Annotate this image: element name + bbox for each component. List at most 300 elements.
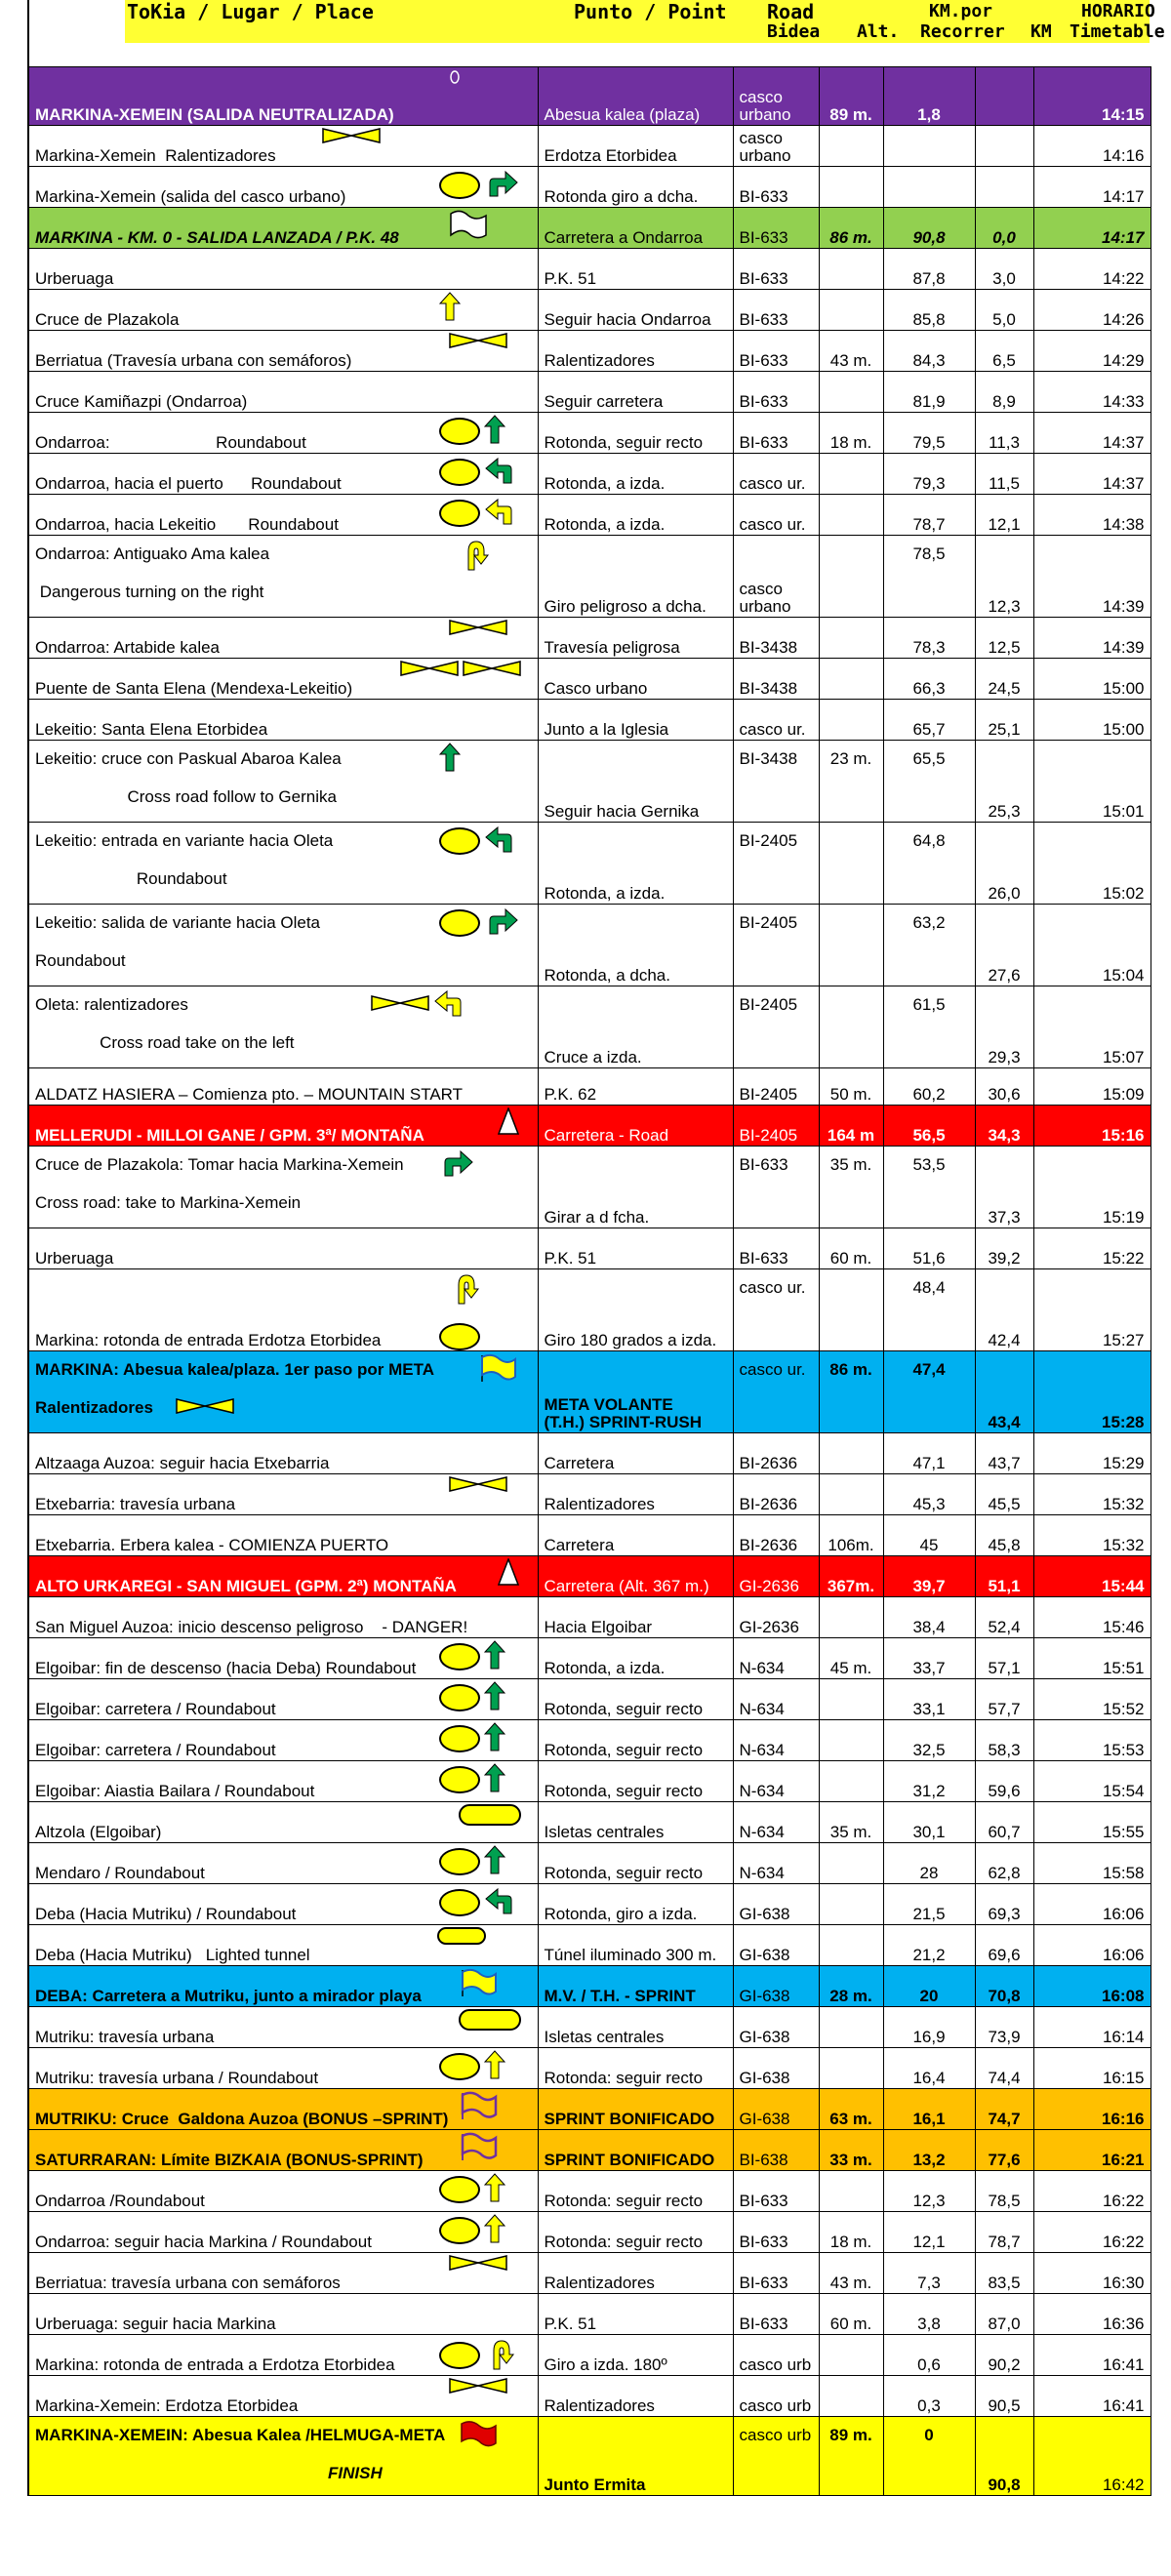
row-icons <box>449 210 488 244</box>
route-row <box>28 249 1151 290</box>
point-text: Travesía peligrosa <box>544 638 680 658</box>
place-cell <box>28 1679 538 1720</box>
place-cell <box>28 2048 538 2089</box>
point-cell <box>538 372 733 413</box>
road-text: BI-633 <box>739 2314 788 2334</box>
road-cell <box>733 2417 819 2496</box>
col-alt-header: Alt. <box>857 21 900 42</box>
point-text: Junto a la Iglesia <box>544 720 669 740</box>
km-cell <box>975 2376 1033 2417</box>
point-cell <box>538 1720 733 1761</box>
place-text: Markina-Xemein Ralentizadores <box>35 146 276 166</box>
remaining-km-cell <box>883 2417 975 2496</box>
route-row <box>28 208 1151 249</box>
place-cell <box>28 495 538 536</box>
road-text: BI-633 <box>739 1155 788 1174</box>
altitude-cell <box>819 2335 883 2376</box>
row-icons <box>371 988 466 1023</box>
km-value: 69,6 <box>988 1946 1021 1965</box>
km-value: 11,5 <box>989 474 1020 494</box>
time-value: 14:17 <box>1102 228 1145 248</box>
place-cell <box>28 1106 538 1147</box>
altitude-value: 106m. <box>828 1536 874 1555</box>
place-text: Deba (Hacia Mutriku) / Roundabout <box>35 1905 297 1924</box>
point-cell <box>538 2130 733 2171</box>
place-cell <box>28 413 538 454</box>
remaining-km-value: 39,7 <box>912 1577 946 1596</box>
km-value: 43,4 <box>988 1413 1021 1432</box>
route-row <box>28 1228 1151 1269</box>
remaining-km-value: 12,1 <box>912 2233 946 2252</box>
km-cell <box>975 1679 1033 1720</box>
road-cell <box>733 1679 819 1720</box>
place-cell <box>28 249 538 290</box>
time-value: 15:07 <box>1102 1048 1145 1067</box>
roundabout-icon <box>439 1848 480 1875</box>
km-value: 90,5 <box>988 2396 1021 2416</box>
time-value: 14:29 <box>1102 351 1145 371</box>
point-cell <box>538 986 733 1068</box>
remaining-km-value: 1,8 <box>917 105 941 125</box>
km-cell <box>975 1966 1033 2007</box>
time-cell <box>1033 1474 1151 1515</box>
remaining-km-value: 16,4 <box>912 2069 946 2088</box>
remaining-km-value: 0,3 <box>917 2396 941 2416</box>
point-text: Seguir carretera <box>544 392 664 412</box>
place-text: Ondarroa: Artabide kalea <box>35 638 221 658</box>
row-icons <box>322 128 381 148</box>
altitude-cell <box>819 331 883 372</box>
time-cell <box>1033 2048 1151 2089</box>
road-cell <box>733 372 819 413</box>
km-value: 78,7 <box>988 2233 1021 2252</box>
place-text: Etxebarria. Erbera kalea - COMIENZA PUERTO <box>35 1536 389 1555</box>
road-cell <box>733 2048 819 2089</box>
km-value: 26,0 <box>988 884 1021 904</box>
point-text: Rotonda: seguir recto <box>544 2192 704 2211</box>
place-text: Urberuaga: seguir hacia Markina <box>35 2314 276 2334</box>
road-text: BI-3438 <box>739 679 798 699</box>
time-cell <box>1033 536 1151 618</box>
altitude-cell <box>819 67 883 126</box>
straight-arrow-icon <box>484 1722 505 1756</box>
remaining-km-value: 84,3 <box>912 351 946 371</box>
altitude-cell <box>819 741 883 823</box>
road-cell <box>733 331 819 372</box>
straight-arrow-icon <box>484 2214 505 2248</box>
altitude-value: 45 m. <box>829 1659 872 1678</box>
place-subtext: Cross road follow to Gernika <box>35 786 337 806</box>
row-icons <box>400 661 521 681</box>
time-value: 16:41 <box>1102 2355 1145 2375</box>
time-value: 15:55 <box>1102 1823 1145 1842</box>
km-cell <box>975 2089 1033 2130</box>
route-sheet <box>27 0 1165 2576</box>
point-cell <box>538 1068 733 1106</box>
place-cell <box>28 372 538 413</box>
point-cell <box>538 823 733 905</box>
road-cell <box>733 2130 819 2171</box>
road-cell <box>733 1515 819 1556</box>
time-cell <box>1033 2417 1151 2496</box>
route-row <box>28 700 1151 741</box>
point-cell <box>538 1925 733 1966</box>
road-cell <box>733 1966 819 2007</box>
point-text: Isletas centrales <box>544 2028 665 2047</box>
road-text: BI-2405 <box>739 913 798 932</box>
point-cell <box>538 249 733 290</box>
straight-arrow-icon <box>484 2173 505 2207</box>
time-value: 14:37 <box>1102 474 1145 494</box>
time-value: 16:36 <box>1102 2314 1145 2334</box>
place-cell <box>28 618 538 659</box>
altitude-value: 28 m. <box>829 1987 872 2006</box>
route-row <box>28 1966 1151 2007</box>
road-text: BI-633 <box>739 433 788 453</box>
turn-left-arrow-icon <box>484 497 517 531</box>
km-value: 12,5 <box>988 638 1021 658</box>
time-cell <box>1033 618 1151 659</box>
time-cell <box>1033 905 1151 986</box>
road-cell <box>733 1884 819 1925</box>
row-icons <box>498 1107 519 1140</box>
altitude-value: 86 m. <box>829 1360 872 1379</box>
altitude-cell <box>819 1802 883 1843</box>
road-text: BI-633 <box>739 351 788 371</box>
altitude-cell <box>819 249 883 290</box>
point-cell <box>538 495 733 536</box>
time-value: 14:26 <box>1102 310 1145 330</box>
point-cell <box>538 1679 733 1720</box>
remaining-km-value: 16,1 <box>912 2110 946 2129</box>
place-cell <box>28 1597 538 1638</box>
remaining-km-value: 30,1 <box>912 1823 946 1842</box>
place-text: MARKINA-XEMEIN (SALIDA NEUTRALIZADA) <box>35 105 394 125</box>
km-value: 90,8 <box>988 2475 1021 2495</box>
road-text: BI-633 <box>739 2274 788 2293</box>
altitude-cell <box>819 1433 883 1474</box>
km-cell <box>975 618 1033 659</box>
point-cell <box>538 331 733 372</box>
road-cell <box>733 1720 819 1761</box>
km-cell <box>975 2294 1033 2335</box>
point-cell <box>538 1228 733 1269</box>
time-cell <box>1033 1884 1151 1925</box>
route-row <box>28 1351 1151 1433</box>
time-cell <box>1033 1638 1151 1679</box>
km-value: 37,3 <box>988 1208 1021 1228</box>
place-text: Ondarroa, hacia Lekeitio Roundabout <box>35 515 339 535</box>
remaining-km-value: 78,3 <box>912 638 946 658</box>
time-cell <box>1033 372 1151 413</box>
time-cell <box>1033 741 1151 823</box>
roundabout-icon <box>439 2176 480 2203</box>
point-cell <box>538 1474 733 1515</box>
point-cell <box>538 1269 733 1351</box>
route-row <box>28 1720 1151 1761</box>
place-cell <box>28 2171 538 2212</box>
altitude-cell <box>819 290 883 331</box>
point-cell <box>538 2171 733 2212</box>
km-value: 70,8 <box>988 1987 1021 2006</box>
point-text: Abesua kalea (plaza) <box>544 105 701 125</box>
route-row <box>28 2171 1151 2212</box>
km-cell <box>975 2048 1033 2089</box>
route-row <box>28 2253 1151 2294</box>
row-icons <box>459 538 490 576</box>
point-cell <box>538 2335 733 2376</box>
point-cell <box>538 659 733 700</box>
altitude-cell <box>819 1228 883 1269</box>
altitude-cell <box>819 1556 883 1597</box>
km-cell <box>975 1433 1033 1474</box>
road-cell <box>733 1638 819 1679</box>
altitude-cell <box>819 536 883 618</box>
remaining-km-cell <box>883 1556 975 1597</box>
road-cell <box>733 1433 819 1474</box>
route-row <box>28 126 1151 167</box>
remaining-km-cell <box>883 659 975 700</box>
remaining-km-cell <box>883 905 975 986</box>
remaining-km-value: 47,4 <box>912 1360 946 1379</box>
road-cell <box>733 1474 819 1515</box>
km-cell <box>975 1720 1033 1761</box>
altitude-cell <box>819 2171 883 2212</box>
km-value: 62,8 <box>988 1864 1021 1883</box>
row-icons <box>439 906 519 941</box>
time-value: 15:22 <box>1102 1249 1145 1268</box>
finish-flag-icon <box>459 2419 498 2453</box>
point-cell <box>538 700 733 741</box>
time-cell <box>1033 2376 1151 2417</box>
remaining-km-cell <box>883 700 975 741</box>
altitude-cell <box>819 1147 883 1228</box>
place-text: MARKINA: Abesua kalea/plaza. 1er paso por META <box>35 1360 435 1379</box>
road-cell <box>733 126 819 167</box>
remaining-km-cell <box>883 1843 975 1884</box>
row-icons <box>459 2132 498 2166</box>
point-cell <box>538 1433 733 1474</box>
roundabout-icon <box>439 1766 480 1793</box>
route-row <box>28 1925 1151 1966</box>
place-cell <box>28 1351 538 1433</box>
place-cell <box>28 1068 538 1106</box>
remaining-km-cell <box>883 536 975 618</box>
straight-arrow-icon <box>484 1845 505 1879</box>
place-text: Elgoibar: Aiastia Bailara / Roundabout <box>35 1782 315 1801</box>
header-divider <box>27 0 29 66</box>
road-text: N-634 <box>739 1741 785 1760</box>
time-cell <box>1033 2171 1151 2212</box>
altitude-value: 89 m. <box>829 105 872 125</box>
row-icons <box>498 1558 519 1590</box>
road-text: N-634 <box>739 1782 785 1801</box>
km-cell <box>975 372 1033 413</box>
remaining-km-value: 0,6 <box>917 2355 941 2375</box>
remaining-km-value: 66,3 <box>912 679 946 699</box>
place-cell <box>28 1556 538 1597</box>
place-cell <box>28 536 538 618</box>
point-text: Rotonda, a dcha. <box>544 966 670 986</box>
row-icons <box>439 1886 517 1920</box>
time-cell <box>1033 249 1151 290</box>
roundabout-icon <box>439 909 480 937</box>
road-text: BI-2636 <box>739 1536 798 1555</box>
km-value: 39,2 <box>988 1249 1021 1268</box>
road-text: BI-633 <box>739 187 788 207</box>
km-cell <box>975 167 1033 208</box>
altitude-cell <box>819 495 883 536</box>
km-cell <box>975 700 1033 741</box>
km-value: 12,1 <box>988 515 1021 535</box>
remaining-km-cell <box>883 1802 975 1843</box>
remaining-km-value: 33,7 <box>912 1659 946 1678</box>
point-text: Giro peligroso a dcha. <box>544 597 707 617</box>
row-icons <box>478 1353 517 1388</box>
sprint-flag-icon <box>478 1353 517 1388</box>
km-cell <box>975 331 1033 372</box>
road-cell <box>733 700 819 741</box>
point-cell <box>538 1802 733 1843</box>
remaining-km-cell <box>883 413 975 454</box>
remaining-km-cell <box>883 2294 975 2335</box>
place-cell <box>28 2253 538 2294</box>
place-text: Mutriku: travesía urbana / Roundabout <box>35 2069 319 2088</box>
place-cell <box>28 290 538 331</box>
time-cell <box>1033 659 1151 700</box>
remaining-km-value: 7,3 <box>917 2274 941 2293</box>
remaining-km-cell <box>883 2212 975 2253</box>
km-cell <box>975 1884 1033 1925</box>
road-text: casco ur. <box>739 1360 806 1379</box>
bowtie-icon <box>449 620 507 640</box>
remaining-km-value: 38,4 <box>912 1618 946 1637</box>
road-cell <box>733 2294 819 2335</box>
place-cell <box>28 126 538 167</box>
remaining-km-value: 85,8 <box>912 310 946 330</box>
time-cell <box>1033 2294 1151 2335</box>
km-cell <box>975 1638 1033 1679</box>
km-value: 6,5 <box>992 351 1016 371</box>
time-value: 15:44 <box>1102 1577 1145 1596</box>
remaining-km-value: 51,6 <box>912 1249 946 1268</box>
bowtie-icon <box>371 995 429 1016</box>
route-row <box>28 2007 1151 2048</box>
remaining-km-value: 48,4 <box>912 1278 946 1297</box>
point-text: P.K. 51 <box>544 1249 597 1268</box>
remaining-km-value: 63,2 <box>912 913 946 932</box>
altitude-value: 164 m <box>827 1126 875 1146</box>
route-row <box>28 2335 1151 2376</box>
point-text: Rotonda, seguir recto <box>544 1700 704 1719</box>
place-text: Ondarroa: Roundabout <box>35 433 306 453</box>
remaining-km-cell <box>883 1228 975 1269</box>
point-cell <box>538 741 733 823</box>
place-text: Deba (Hacia Mutriku) Lighted tunnel <box>35 1946 310 1965</box>
remaining-km-value: 13,2 <box>912 2151 946 2170</box>
road-text: GI-2636 <box>739 1577 799 1596</box>
u-turn-arrow-icon <box>459 538 490 576</box>
time-value: 16:06 <box>1102 1946 1145 1965</box>
turn-left-arrow-icon <box>484 825 517 859</box>
km-cell <box>975 2130 1033 2171</box>
remaining-km-value: 79,5 <box>912 433 946 453</box>
remaining-km-value: 21,2 <box>912 1946 946 1965</box>
road-text: casco ur. <box>739 1278 806 1297</box>
remaining-km-value: 65,7 <box>912 720 946 740</box>
point-cell <box>538 1351 733 1433</box>
km-cell <box>975 1843 1033 1884</box>
point-cell <box>538 618 733 659</box>
route-row <box>28 1843 1151 1884</box>
place-cell <box>28 1147 538 1228</box>
row-icons <box>449 2378 507 2398</box>
remaining-km-cell <box>883 2171 975 2212</box>
km-value: 77,6 <box>988 2151 1021 2170</box>
altitude-cell <box>819 823 883 905</box>
route-row <box>28 1556 1151 1597</box>
place-cell <box>28 1474 538 1515</box>
remaining-km-cell <box>883 2335 975 2376</box>
time-cell <box>1033 1925 1151 1966</box>
place-text: MUTRIKU: Cruce Galdona Auzoa (BONUS –SPRINT) <box>35 2110 449 2129</box>
km-value: 45,8 <box>988 1536 1021 1555</box>
time-cell <box>1033 290 1151 331</box>
point-cell <box>538 2376 733 2417</box>
roundabout-icon <box>439 1643 480 1670</box>
point-text: Casco urbano <box>544 679 648 699</box>
place-text: Mendaro / Roundabout <box>35 1864 205 1883</box>
remaining-km-value: 33,1 <box>912 1700 946 1719</box>
altitude-cell <box>819 1474 883 1515</box>
remaining-km-cell <box>883 823 975 905</box>
point-text: P.K. 62 <box>544 1085 597 1105</box>
remaining-km-value: 31,2 <box>912 1782 946 1801</box>
row-icons <box>459 1804 521 1826</box>
road-cell <box>733 290 819 331</box>
road-cell <box>733 986 819 1068</box>
time-value: 16:30 <box>1102 2274 1145 2293</box>
route-table <box>27 66 1151 2496</box>
remaining-km-cell <box>883 372 975 413</box>
time-cell <box>1033 2253 1151 2294</box>
point-text: Carretera <box>544 1536 615 1555</box>
time-value: 15:00 <box>1102 679 1145 699</box>
col-road-sub-header: Bidea <box>767 21 821 42</box>
remaining-km-cell <box>883 1925 975 1966</box>
place-cell <box>28 167 538 208</box>
time-value: 16:08 <box>1102 1987 1145 2006</box>
place-text: Cruce Kamiñazpi (Ondarroa) <box>35 392 248 412</box>
remaining-km-value: 3,8 <box>917 2314 941 2334</box>
point-text: Rotonda, a izda. <box>544 474 666 494</box>
place-text: Markina: rotonda de entrada Erdotza Etorbidea <box>35 1331 382 1350</box>
place-text: Lekeitio: salida de variante hacia Oleta <box>35 913 321 932</box>
time-cell <box>1033 1106 1151 1147</box>
road-cell <box>733 249 819 290</box>
point-cell <box>538 1597 733 1638</box>
km-cell <box>975 741 1033 823</box>
km-cell <box>975 2007 1033 2048</box>
altitude-cell <box>819 1966 883 2007</box>
km-value: 42,4 <box>988 1331 1021 1350</box>
road-text: BI-638 <box>739 2151 788 2170</box>
remaining-km-cell <box>883 331 975 372</box>
road-cell <box>733 2171 819 2212</box>
road-text: casco urb <box>739 2396 812 2416</box>
place-text: Oleta: ralentizadores <box>35 995 188 1014</box>
remaining-km-cell <box>883 1106 975 1147</box>
